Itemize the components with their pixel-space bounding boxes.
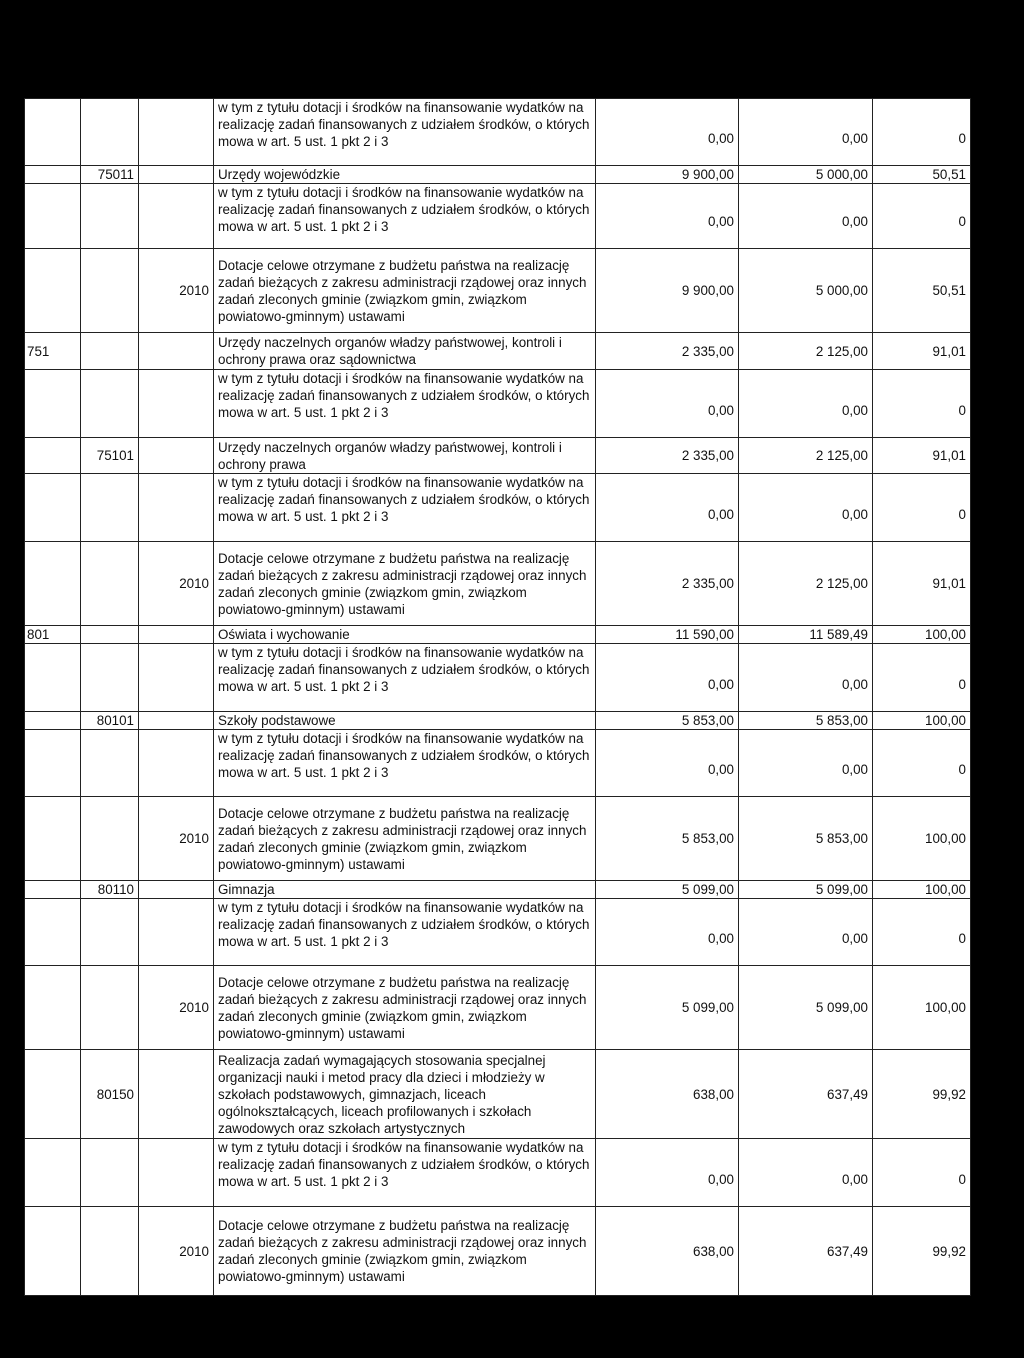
chapter-code-cell — [81, 184, 139, 249]
execution-percent-cell: 0 — [873, 184, 971, 249]
section-code-cell — [25, 1139, 81, 1207]
paragraph-code-cell — [139, 644, 214, 712]
paragraph-code-cell — [139, 184, 214, 249]
planned-amount-cell: 0,00 — [596, 899, 739, 966]
table-row — [25, 249, 971, 333]
paragraph-code-cell: 2010 — [139, 1207, 214, 1296]
chapter-code-cell — [81, 249, 139, 333]
planned-amount-cell: 0,00 — [596, 184, 739, 249]
execution-percent-cell: 0 — [873, 1139, 971, 1207]
chapter-code-cell: 75101 — [81, 438, 139, 474]
paragraph-code-cell — [139, 899, 214, 966]
execution-percent-cell: 100,00 — [873, 797, 971, 881]
executed-amount-cell: 637,49 — [739, 1207, 873, 1296]
executed-amount-cell: 0,00 — [739, 99, 873, 166]
description-cell: w tym z tytułu dotacji i środków na finansowanie wydatków na realizację zadań finansowanych z udziałem środków, o których mowa w art. 5 ust. 1 pkt 2 i 3 — [214, 184, 596, 249]
section-code-cell — [25, 899, 81, 966]
executed-amount-cell: 0,00 — [739, 184, 873, 249]
planned-amount-cell: 2 335,00 — [596, 542, 739, 626]
budget-table-body — [25, 99, 971, 1296]
planned-amount-cell: 9 900,00 — [596, 249, 739, 333]
description-cell: w tym z tytułu dotacji i środków na finansowanie wydatków na realizację zadań finansowanych z udziałem środków, o których mowa w art. 5 ust. 1 pkt 2 i 3 — [214, 99, 596, 166]
section-code-cell — [25, 474, 81, 542]
planned-amount-cell: 0,00 — [596, 644, 739, 712]
chapter-code-cell — [81, 644, 139, 712]
description-cell: Urzędy naczelnych organów władzy państwowej, kontroli i ochrony prawa — [214, 438, 596, 474]
execution-percent-cell: 100,00 — [873, 626, 971, 644]
executed-amount-cell: 2 125,00 — [739, 333, 873, 370]
section-code-cell — [25, 797, 81, 881]
description-cell: w tym z tytułu dotacji i środków na finansowanie wydatków na realizację zadań finansowanych z udziałem środków, o których mowa w art. 5 ust. 1 pkt 2 i 3 — [214, 730, 596, 797]
section-code-cell — [25, 184, 81, 249]
description-cell: Dotacje celowe otrzymane z budżetu państwa na realizację zadań bieżących z zakresu administracji rządowej oraz innych zadań zleconych gminie (związkom gmin, związkom powiatowo-gminnym) ustawami — [214, 966, 596, 1050]
execution-percent-cell: 99,92 — [873, 1207, 971, 1296]
section-code-cell: 801 — [25, 626, 81, 644]
section-code-cell — [25, 249, 81, 333]
chapter-code-cell — [81, 542, 139, 626]
chapter-code-cell — [81, 1207, 139, 1296]
table-row — [25, 899, 971, 966]
table-row — [25, 712, 971, 730]
planned-amount-cell: 2 335,00 — [596, 438, 739, 474]
chapter-code-cell — [81, 474, 139, 542]
planned-amount-cell: 0,00 — [596, 370, 739, 438]
planned-amount-cell: 0,00 — [596, 474, 739, 542]
execution-percent-cell: 100,00 — [873, 712, 971, 730]
table-row — [25, 474, 971, 542]
executed-amount-cell: 5 099,00 — [739, 881, 873, 899]
table-row — [25, 626, 971, 644]
table-row — [25, 644, 971, 712]
chapter-code-cell — [81, 966, 139, 1050]
planned-amount-cell: 638,00 — [596, 1050, 739, 1139]
section-code-cell: 751 — [25, 333, 81, 370]
paragraph-code-cell — [139, 474, 214, 542]
table-row — [25, 542, 971, 626]
execution-percent-cell: 0 — [873, 99, 971, 166]
table-row — [25, 99, 971, 166]
executed-amount-cell: 0,00 — [739, 370, 873, 438]
table-row — [25, 797, 971, 881]
paragraph-code-cell — [139, 166, 214, 184]
table-row — [25, 1050, 971, 1139]
execution-percent-cell: 91,01 — [873, 438, 971, 474]
chapter-code-cell — [81, 1139, 139, 1207]
paragraph-code-cell — [139, 730, 214, 797]
planned-amount-cell: 9 900,00 — [596, 166, 739, 184]
section-code-cell — [25, 1050, 81, 1139]
table-row — [25, 1207, 971, 1296]
paragraph-code-cell — [139, 1139, 214, 1207]
section-code-cell — [25, 881, 81, 899]
planned-amount-cell: 0,00 — [596, 99, 739, 166]
chapter-code-cell: 80101 — [81, 712, 139, 730]
paragraph-code-cell — [139, 1050, 214, 1139]
section-code-cell — [25, 730, 81, 797]
planned-amount-cell: 5 853,00 — [596, 797, 739, 881]
description-cell: Dotacje celowe otrzymane z budżetu państwa na realizację zadań bieżących z zakresu administracji rządowej oraz innych zadań zleconych gminie (związkom gmin, związkom powiatowo-gminnym) ustawami — [214, 797, 596, 881]
paragraph-code-cell — [139, 712, 214, 730]
execution-percent-cell: 100,00 — [873, 881, 971, 899]
execution-percent-cell: 100,00 — [873, 966, 971, 1050]
executed-amount-cell: 5 000,00 — [739, 249, 873, 333]
chapter-code-cell — [81, 370, 139, 438]
paragraph-code-cell: 2010 — [139, 966, 214, 1050]
description-cell: w tym z tytułu dotacji i środków na finansowanie wydatków na realizację zadań finansowanych z udziałem środków, o których mowa w art. 5 ust. 1 pkt 2 i 3 — [214, 644, 596, 712]
planned-amount-cell: 2 335,00 — [596, 333, 739, 370]
executed-amount-cell: 5 853,00 — [739, 797, 873, 881]
executed-amount-cell: 5 000,00 — [739, 166, 873, 184]
table-row — [25, 370, 971, 438]
executed-amount-cell: 11 589,49 — [739, 626, 873, 644]
table-row — [25, 333, 971, 370]
planned-amount-cell: 0,00 — [596, 730, 739, 797]
table-row — [25, 166, 971, 184]
chapter-code-cell — [81, 99, 139, 166]
description-cell: Realizacja zadań wymagających stosowania specjalnej organizacji nauki i metod pracy dla dzieci i młodzieży w szkołach podstawowych, gimnazjach, liceach ogólnokształcących, liceach profilowanych i szkołach zawodowych oraz szkołach artystycznych — [214, 1050, 596, 1139]
execution-percent-cell: 91,01 — [873, 333, 971, 370]
executed-amount-cell: 0,00 — [739, 474, 873, 542]
chapter-code-cell — [81, 333, 139, 370]
section-code-cell — [25, 370, 81, 438]
description-cell: Szkoły podstawowe — [214, 712, 596, 730]
planned-amount-cell: 5 099,00 — [596, 881, 739, 899]
section-code-cell — [25, 438, 81, 474]
section-code-cell — [25, 166, 81, 184]
chapter-code-cell — [81, 797, 139, 881]
execution-percent-cell: 0 — [873, 474, 971, 542]
executed-amount-cell: 2 125,00 — [739, 542, 873, 626]
execution-percent-cell: 0 — [873, 644, 971, 712]
table-row — [25, 881, 971, 899]
execution-percent-cell: 91,01 — [873, 542, 971, 626]
paragraph-code-cell — [139, 370, 214, 438]
planned-amount-cell: 5 853,00 — [596, 712, 739, 730]
section-code-cell — [25, 542, 81, 626]
table-row — [25, 966, 971, 1050]
execution-percent-cell: 50,51 — [873, 166, 971, 184]
chapter-code-cell — [81, 730, 139, 797]
paragraph-code-cell — [139, 333, 214, 370]
table-row — [25, 438, 971, 474]
chapter-code-cell — [81, 899, 139, 966]
chapter-code-cell: 80110 — [81, 881, 139, 899]
paragraph-code-cell — [139, 438, 214, 474]
description-cell: Urzędy wojewódzkie — [214, 166, 596, 184]
table-row — [25, 730, 971, 797]
section-code-cell — [25, 1207, 81, 1296]
planned-amount-cell: 11 590,00 — [596, 626, 739, 644]
executed-amount-cell: 0,00 — [739, 644, 873, 712]
description-cell: w tym z tytułu dotacji i środków na finansowanie wydatków na realizację zadań finansowanych z udziałem środków, o których mowa w art. 5 ust. 1 pkt 2 i 3 — [214, 1139, 596, 1207]
paragraph-code-cell: 2010 — [139, 542, 214, 626]
execution-percent-cell: 0 — [873, 370, 971, 438]
paragraph-code-cell: 2010 — [139, 249, 214, 333]
paragraph-code-cell — [139, 626, 214, 644]
executed-amount-cell: 637,49 — [739, 1050, 873, 1139]
description-cell: Dotacje celowe otrzymane z budżetu państwa na realizację zadań bieżących z zakresu administracji rządowej oraz innych zadań zleconych gminie (związkom gmin, związkom powiatowo-gminnym) ustawami — [214, 249, 596, 333]
paragraph-code-cell: 2010 — [139, 797, 214, 881]
executed-amount-cell: 2 125,00 — [739, 438, 873, 474]
table-row — [25, 1139, 971, 1207]
description-cell: Urzędy naczelnych organów władzy państwowej, kontroli i ochrony prawa oraz sądownictwa — [214, 333, 596, 370]
executed-amount-cell: 0,00 — [739, 730, 873, 797]
section-code-cell — [25, 712, 81, 730]
paragraph-code-cell — [139, 881, 214, 899]
description-cell: Dotacje celowe otrzymane z budżetu państwa na realizację zadań bieżących z zakresu administracji rządowej oraz innych zadań zleconych gminie (związkom gmin, związkom powiatowo-gminnym) ustawami — [214, 1207, 596, 1296]
execution-percent-cell: 0 — [873, 899, 971, 966]
description-cell: w tym z tytułu dotacji i środków na finansowanie wydatków na realizację zadań finansowanych z udziałem środków, o których mowa w art. 5 ust. 1 pkt 2 i 3 — [214, 370, 596, 438]
paragraph-code-cell — [139, 99, 214, 166]
description-cell: w tym z tytułu dotacji i środków na finansowanie wydatków na realizację zadań finansowanych z udziałem środków, o których mowa w art. 5 ust. 1 pkt 2 i 3 — [214, 474, 596, 542]
table-row — [25, 184, 971, 249]
description-cell: Gimnazja — [214, 881, 596, 899]
executed-amount-cell: 5 853,00 — [739, 712, 873, 730]
planned-amount-cell: 5 099,00 — [596, 966, 739, 1050]
section-code-cell — [25, 966, 81, 1050]
chapter-code-cell: 75011 — [81, 166, 139, 184]
execution-percent-cell: 50,51 — [873, 249, 971, 333]
description-cell: Dotacje celowe otrzymane z budżetu państwa na realizację zadań bieżących z zakresu administracji rządowej oraz innych zadań zleconych gminie (związkom gmin, związkom powiatowo-gminnym) ustawami — [214, 542, 596, 626]
budget-table — [24, 98, 971, 1296]
description-cell: Oświata i wychowanie — [214, 626, 596, 644]
section-code-cell — [25, 99, 81, 166]
executed-amount-cell: 5 099,00 — [739, 966, 873, 1050]
execution-percent-cell: 99,92 — [873, 1050, 971, 1139]
description-cell: w tym z tytułu dotacji i środków na finansowanie wydatków na realizację zadań finansowanych z udziałem środków, o których mowa w art. 5 ust. 1 pkt 2 i 3 — [214, 899, 596, 966]
executed-amount-cell: 0,00 — [739, 1139, 873, 1207]
planned-amount-cell: 0,00 — [596, 1139, 739, 1207]
section-code-cell — [25, 644, 81, 712]
planned-amount-cell: 638,00 — [596, 1207, 739, 1296]
chapter-code-cell: 80150 — [81, 1050, 139, 1139]
execution-percent-cell: 0 — [873, 730, 971, 797]
executed-amount-cell: 0,00 — [739, 899, 873, 966]
chapter-code-cell — [81, 626, 139, 644]
